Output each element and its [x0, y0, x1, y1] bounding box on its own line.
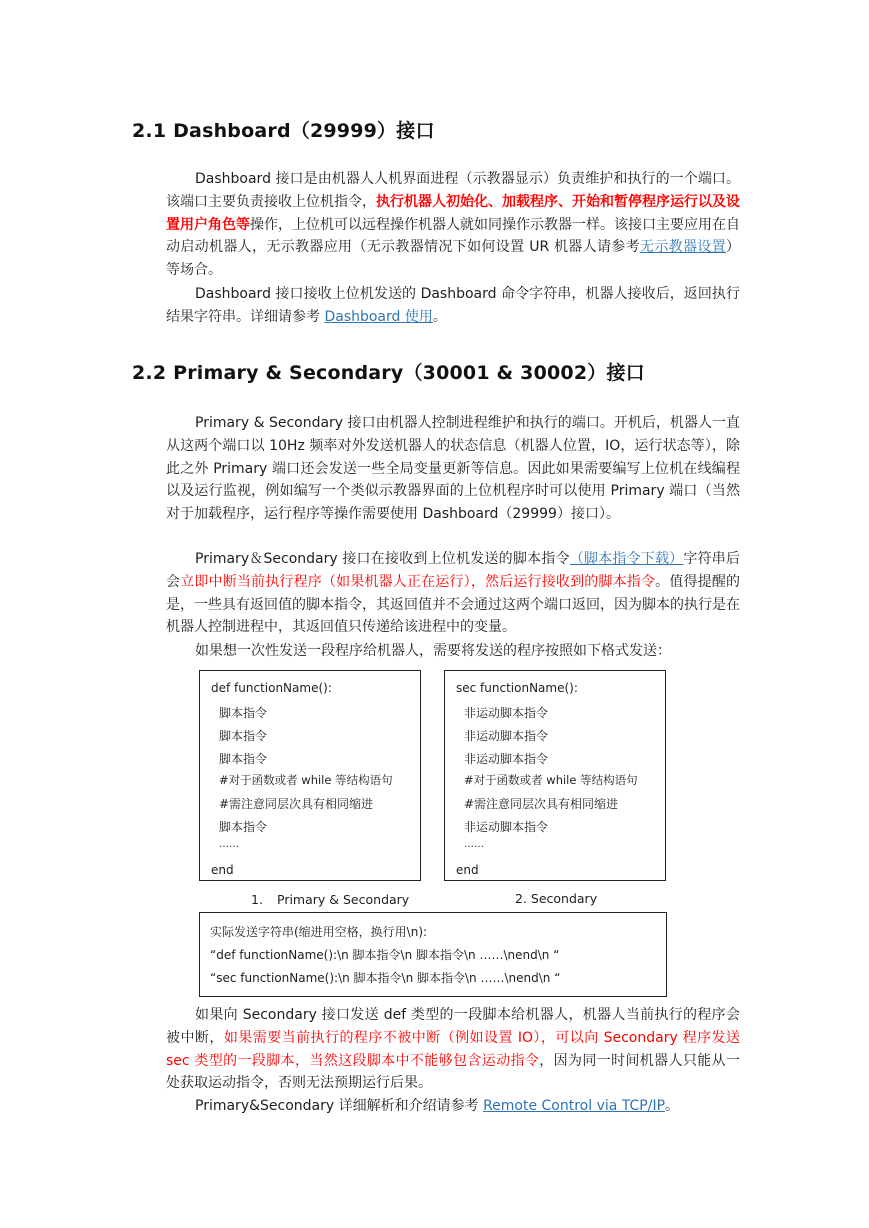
code-line: #对于函数或者 while 等结构语句: [219, 773, 393, 787]
code-line: sec functionName():: [456, 681, 578, 695]
code-box-sec: [444, 670, 666, 881]
code-line: 脚本指令: [219, 752, 268, 766]
paragraph-dashboard-intro: [166, 168, 740, 282]
text: Primary＆Secondary 接口在接收到上位机发送的脚本指令: [195, 551, 570, 567]
code-line: ……: [464, 839, 484, 850]
text: 如果向 Secondary 接口发送 def 类型的一段脚本给机器人，机器人当前执行的程序会被中断，: [166, 1007, 740, 1046]
paragraph-send-format: 如果想一次性发送一段程序给机器人，需要将发送的程序按照如下格式发送：: [195, 643, 671, 659]
text: 。值得提醒的是，一些具有返回值的脚本指令，其返回值并不会通过这两个端口返回，因为脚本的执行是在机器人控制进程中，其返回值只传递给该进程中的变量。: [166, 573, 741, 636]
text: Dashboard 接口接收上位机发送的 Dashboard 命令字符串，机器人接收后，返回执行结果字符串。详细请参考: [166, 286, 740, 325]
caption-2: 2. Secondary: [515, 891, 598, 906]
code-line: #需注意同层次具有相同缩进: [464, 797, 619, 811]
paragraph-primary-intro: Primary & Secondary 接口由机器人控制进程维护和执行的端口。开机后，机器人一直从这两个端口以 10Hz 频率对外发送机器人的状态信息（机器人位置，IO，运行状态等），除此之外 Primary 端口还会发送一些全局变量更新等信息。因此如果需要编写上位机在线编程以及运行监视，例如编写一个类似示教器界面的上位机程序时可以使用 Primary 端口（当然对于加载程序，运行程序等操作需要使用 Dashboard（29999）接口）。: [166, 415, 740, 523]
code-line: end: [211, 863, 234, 877]
link-script-download[interactable]: （脚本指令下载）: [569, 551, 684, 567]
code-line: def functionName():: [211, 681, 332, 695]
code-line: 实际发送字符串(缩进用空格，换行用\n):: [210, 925, 428, 939]
section-heading-primary-secondary: 2.2 Primary & Secondary（30001 & 30002）接口: [132, 362, 645, 384]
text: 。: [432, 308, 447, 325]
section-heading-dashboard: 2.1 Dashboard（29999）接口: [132, 120, 435, 142]
text: 。: [665, 1098, 680, 1114]
link-no-teach-pendant-setup[interactable]: 无示教器设置: [639, 239, 727, 256]
text: Dashboard 接口是由机器人人机界面进程（示教器显示）负责维护和执行的一个端口。该端口主要负责接收上位机指令，: [166, 171, 740, 210]
code-line: ……: [219, 839, 239, 850]
paragraph-secondary-def: [166, 1004, 740, 1095]
code-line: 非运动脚本指令: [464, 820, 549, 834]
code-box-actual-string: [199, 912, 667, 997]
code-line: #需注意同层次具有相同缩进: [219, 797, 374, 811]
caption-1-number: 1.: [251, 892, 263, 907]
code-line: 非运动脚本指令: [464, 706, 549, 720]
link-dashboard-usage[interactable]: Dashboard 使用: [324, 308, 433, 325]
text: 字符串后会: [166, 551, 741, 590]
text: Primary&Secondary 详细解析和介绍请参考: [195, 1098, 484, 1114]
highlight-text: 立即中断当前执行程序（如果机器人正在运行），然后运行接收到的脚本指令: [180, 573, 656, 590]
highlight-text: 如果需要当前执行的程序不被中断（例如设置 IO），可以向 Secondary 程序发送 sec 类型的一段脚本，当然这段脚本中不能够包含运动指令: [166, 1029, 741, 1069]
paragraph-script-receive: [166, 548, 740, 639]
code-line: end: [456, 863, 479, 877]
highlight-text: 执行机器人初始化、加载程序、开始和暂停程序运行以及设置用户角色等: [166, 193, 740, 233]
text: 操作，上位机可以远程操作机器人就如同操作示教器一样。该接口主要应用在自动启动机器人，无示教器应用（无示教器情况下如何设置 UR 机器人请参考: [166, 216, 740, 256]
link-remote-control-tcp-ip[interactable]: Remote Control via TCP/IP: [483, 1098, 666, 1114]
code-line: “sec functionName():\n 脚本指令\n 脚本指令\n ……\nend\n “: [210, 971, 561, 985]
code-line: 非运动脚本指令: [464, 729, 549, 743]
code-line: 脚本指令: [219, 706, 268, 720]
paragraph-dashboard-usage: [166, 283, 740, 329]
paragraph-primary-secondary-reference: [166, 1095, 740, 1118]
code-line: #对于函数或者 while 等结构语句: [464, 773, 638, 787]
caption-1-text: Primary & Secondary: [277, 892, 410, 907]
code-box-def: [199, 670, 421, 881]
text: ）等场合。: [166, 239, 741, 279]
text: ，因为同一时间机器人只能从一处获取运动指令，否则无法预期运行后果。: [166, 1052, 741, 1092]
code-line: “def functionName():\n 脚本指令\n 脚本指令\n ……\nend\n “: [210, 948, 560, 962]
code-line: 脚本指令: [219, 820, 268, 834]
code-line: 脚本指令: [219, 729, 268, 743]
code-line: 非运动脚本指令: [464, 752, 549, 766]
